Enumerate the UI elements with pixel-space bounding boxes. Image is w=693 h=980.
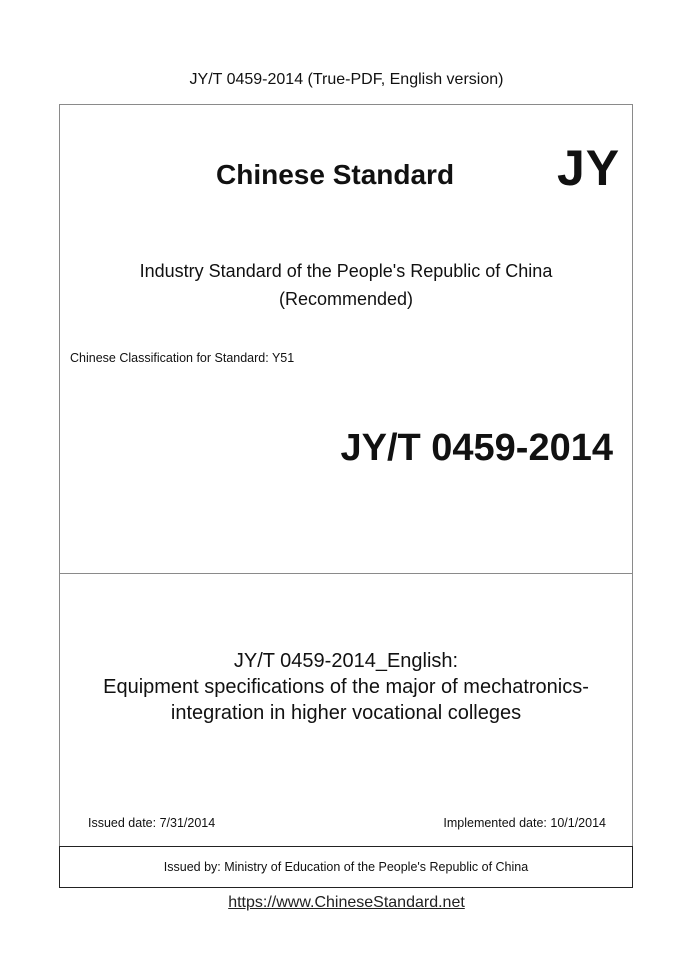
english-title-line-2: Equipment specifications of the major of mechatronics- — [103, 676, 589, 698]
industry-standard-heading — [59, 257, 633, 313]
standard-number: JY/T 0459-2014 — [340, 427, 613, 469]
recommended-line: (Recommended) — [278, 289, 414, 309]
english-title-line-3: integration in higher vocational colleges — [170, 702, 522, 724]
implemented-date: Implemented date: 10/1/2014 — [443, 816, 606, 830]
english-title-block — [59, 648, 633, 726]
document-header-title: JY/T 0459-2014 (True-PDF, English version) — [189, 71, 504, 88]
classification-text: Chinese Classification for Standard: Y51 — [70, 351, 295, 365]
english-title-line-1: JY/T 0459-2014_English: — [233, 650, 459, 672]
jy-logo: JY — [557, 140, 621, 196]
website-link[interactable]: https://www.ChineseStandard.net — [228, 894, 465, 911]
issued-date: Issued date: 7/31/2014 — [88, 816, 216, 830]
chinese-standard-label: Chinese Standard — [216, 159, 455, 190]
industry-standard-line: Industry Standard of the People's Republic of China — [139, 261, 553, 281]
issued-by-text: Issued by: Ministry of Education of the People's Republic of China — [163, 860, 529, 874]
